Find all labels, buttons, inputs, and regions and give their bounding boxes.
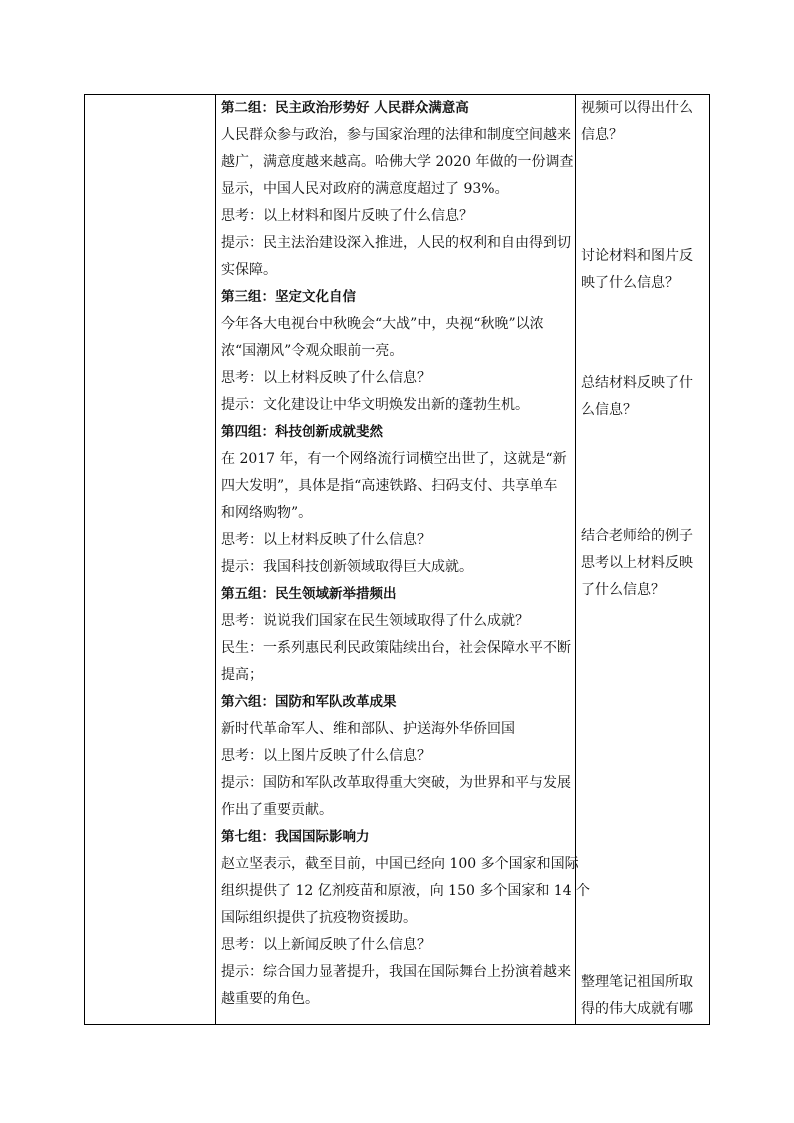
content-line: 越重要的角色。 (221, 991, 319, 1007)
activity-block (581, 523, 709, 604)
content-line: 民生：一系列惠民利民政策陆续出台，社会保障水平不断 (221, 640, 571, 656)
content-line: 四大发明”，具体是指“高速铁路、扫码支付、共享单车 (221, 478, 558, 494)
activity-line: 么信息？ (581, 402, 637, 418)
content-line: 赵立坚表示，截至目前，中国已经向 100 多个国家和国际 (221, 856, 579, 872)
lesson-table (84, 94, 710, 1025)
content-line: 组织提供了 12 亿剂疫苗和原液，向 150 多个国家和 14 个 (221, 883, 591, 899)
content-line: 提示：文化建设让中华文明焕发出新的蓬勃生机。 (221, 397, 529, 413)
column-divider-left (215, 95, 216, 1024)
content-line: 提示：民主法治建设深入推进，人民的权利和自由得到切 (221, 235, 571, 251)
section-heading: 第六组：国防和军队改革成果 (221, 694, 397, 710)
content-line: 新时代革命军人、维和部队、护送海外华侨回国 (221, 721, 515, 737)
content-line: 思考：说说我们国家在民生领域取得了什么成就？ (221, 613, 529, 629)
activity-line: 得的伟大成就有哪 (581, 1001, 693, 1017)
section-heading: 第七组：我国国际影响力 (221, 829, 370, 845)
section-heading: 第四组：科技创新成就斐然 (221, 424, 383, 440)
content-line: 提示：我国科技创新领域取得巨大成就。 (221, 559, 473, 575)
content-line: 浓“国潮风”令观众眼前一亮。 (221, 343, 404, 359)
activity-line: 映了什么信息？ (581, 275, 679, 291)
content-line: 实保障。 (221, 262, 277, 278)
content-line: 和网络购物”。 (221, 505, 313, 521)
activity-line: 讨论材料和图片反 (581, 248, 693, 264)
content-line: 提高； (221, 667, 263, 683)
activity-line: 结合老师给的例子 (581, 528, 693, 544)
content-line: 提示：综合国力显著提升，我国在国际舞台上扮演着越来 (221, 964, 571, 980)
content-line: 思考：以上材料反映了什么信息？ (221, 370, 431, 386)
content-line: 作出了重要贡献。 (221, 802, 333, 818)
activity-block (581, 969, 709, 1023)
content-line: 思考：以上新闻反映了什么信息？ (221, 937, 431, 953)
content-line: 今年各大电视台中秋晚会“大战”中，央视“秋晚”以浓 (221, 316, 544, 332)
section-heading: 第五组：民生领域新举措频出 (221, 586, 397, 602)
content-line: 思考：以上材料和图片反映了什么信息？ (221, 208, 473, 224)
activity-block (581, 243, 709, 297)
activity-line: 信息？ (581, 127, 623, 143)
activity-block (581, 95, 709, 149)
activity-block (581, 370, 709, 424)
activity-line: 总结材料反映了什 (581, 375, 693, 391)
content-line: 在 2017 年，有一个网络流行词横空出世了，这就是“新 (221, 451, 567, 467)
content-line: 越广，满意度越来越高。哈佛大学 2020 年做的一份调查 (221, 154, 574, 170)
content-line: 思考：以上材料反映了什么信息？ (221, 532, 431, 548)
content-line: 国际组织提供了抗疫物资援助。 (221, 910, 417, 926)
teaching-content-column (221, 95, 591, 1013)
activity-line: 思考以上材料反映 (581, 555, 693, 571)
section-heading: 第三组：坚定文化自信 (221, 289, 356, 305)
content-line: 提示：国防和军队改革取得重大突破，为世界和平与发展 (221, 775, 571, 791)
content-line: 人民群众参与政治，参与国家治理的法律和制度空间越来 (221, 127, 571, 143)
activity-line: 整理笔记祖国所取 (581, 974, 693, 990)
section-heading: 第二组：民主政治形势好 人民群众满意高 (221, 100, 469, 116)
activity-line: 视频可以得出什么 (581, 100, 693, 116)
activity-line: 了什么信息？ (581, 582, 665, 598)
content-line: 思考：以上图片反映了什么信息？ (221, 748, 431, 764)
content-line: 显示，中国人民对政府的满意度超过了 93%。 (221, 181, 509, 197)
